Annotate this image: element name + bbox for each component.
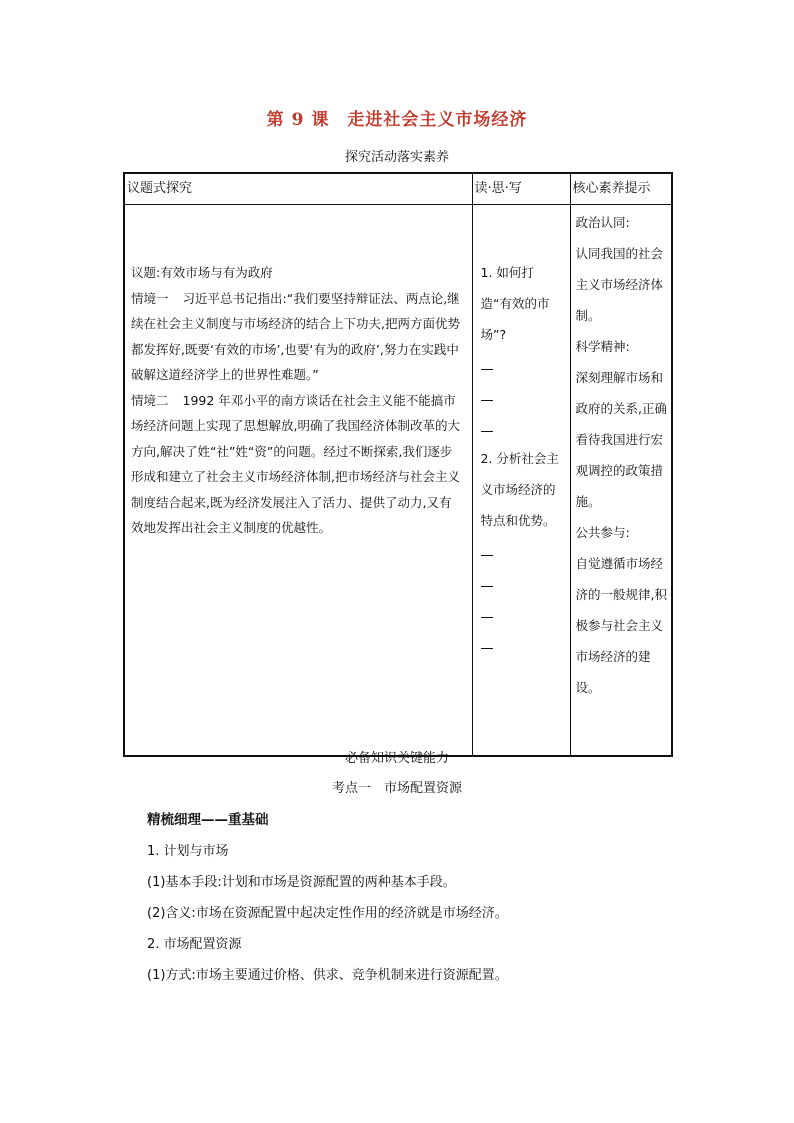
lesson-title [0, 105, 794, 130]
scenario-one-label: 情境一 [131, 290, 169, 306]
answer-blank [481, 350, 564, 381]
answer-blank [481, 412, 564, 443]
answer-blank [481, 629, 564, 660]
content-paragraph-1: (1)基本手段:计划和市场是资源配置的两种基本手段。 [147, 875, 456, 890]
questions-cell [472, 205, 570, 757]
header-competency: 核心素养提示 [570, 173, 672, 205]
study-heading: 精梳细理——重基础 [147, 812, 269, 828]
scenario-one-text: 习近平总书记指出:“我们要坚持辩证法、两点论,继续在社会主义制度与市场经济的结合上下功夫,把两方面优势都发挥好,既要‘有效的市场’,也要‘有为的政府’,努力在实践中破解这道经济学上的世界性难题。” [131, 290, 460, 382]
exam-point-title: 考点一 市场配置资源 [331, 781, 462, 796]
scientific-spirit-label: 科学精神: [575, 339, 630, 354]
answer-blank [481, 381, 564, 412]
lesson-number: 第 9 课 [266, 110, 330, 130]
scientific-spirit-text: 深刻理解市场和政府的关系,正确看待我国进行宏观调控的政策措施。 [575, 370, 667, 509]
question-two: 2. 分析社会主义市场经济的特点和优势。 [480, 451, 559, 528]
political-identity-label: 政治认同: [575, 215, 630, 230]
public-participation-label: 公共参与: [575, 525, 630, 540]
content-heading-2: 2. 市场配置资源 [147, 937, 242, 952]
political-identity-text: 认同我国的社会主义市场经济体制。 [575, 246, 664, 323]
inquiry-table [123, 172, 673, 757]
answer-blank [481, 567, 564, 598]
competency-cell [570, 205, 672, 757]
table-header-row [124, 173, 672, 205]
header-read-think-write: 读·思·写 [472, 173, 570, 205]
lesson-name: 走进社会主义市场经济 [347, 110, 528, 130]
scenario-two-text: 1992 年邓小平的南方谈话在社会主义能不能搞市场经济问题上实现了思想解放,明确了我国经济体制改革的大方向,解决了姓“社”姓“资”的问题。经过不断探索,我们逐步形成和建立了社会主义市场经济体制,把市场经济与社会主义制度结合起来,既为经济发展注入了活力、提供了动力,又有效地发挥出社会主义制度的优越性。 [131, 392, 460, 535]
header-inquiry: 议题式探究 [124, 173, 472, 205]
inquiry-topic: 议题:有效市场与有为政府 [131, 265, 273, 280]
answer-blank [481, 536, 564, 567]
scenario-one [131, 286, 464, 388]
scenario-two [131, 388, 464, 541]
inquiry-cell [124, 205, 472, 757]
activity-section-title: 探究活动落实素养 [344, 150, 449, 165]
content-paragraph-3: (1)方式:市场主要通过价格、供求、竞争机制来进行资源配置。 [147, 968, 508, 983]
table-body-row [124, 205, 672, 757]
scenario-two-label: 情境二 [131, 392, 169, 408]
knowledge-section-title: 必备知识关键能力 [344, 751, 449, 766]
question-one: 1. 如何打造“有效的市场”? [480, 265, 550, 342]
public-participation-text: 自觉遵循市场经济的一般规律,积极参与社会主义市场经济的建设。 [575, 556, 667, 695]
content-paragraph-2: (2)含义:市场在资源配置中起决定性作用的经济就是市场经济。 [147, 906, 508, 921]
content-heading-1: 1. 计划与市场 [147, 844, 229, 859]
answer-blank [481, 598, 564, 629]
